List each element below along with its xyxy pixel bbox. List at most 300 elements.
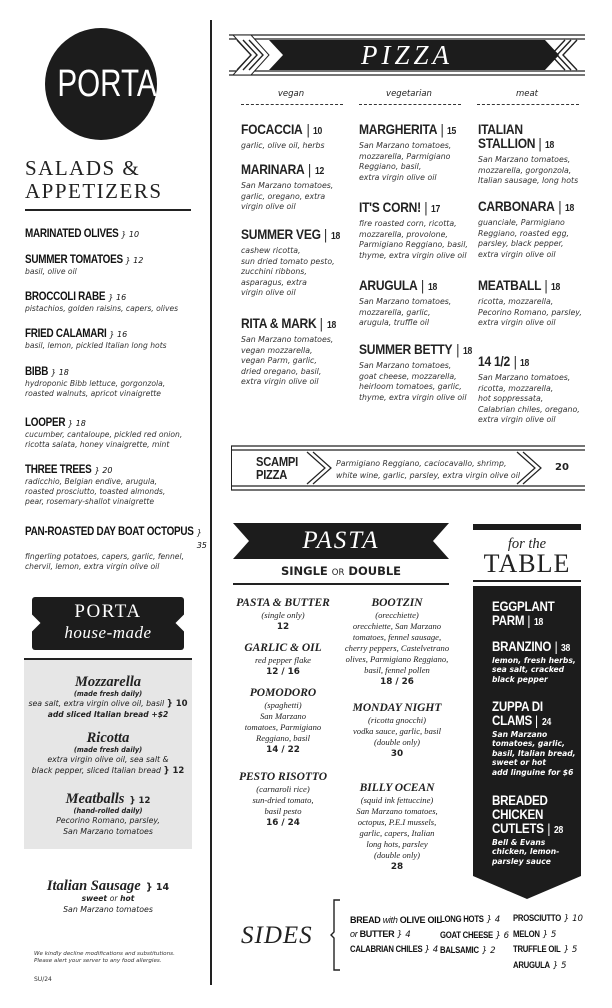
- pizza-desc: [478, 218, 598, 260]
- pasta-name: GARLIC & OIL: [244, 642, 322, 654]
- side-item: [513, 929, 583, 945]
- salad-item: [25, 328, 167, 351]
- side-price: } 5: [552, 960, 567, 971]
- pizza-desc-line: cashew ricotta,: [241, 246, 301, 255]
- salad-desc: [25, 379, 165, 399]
- salad-price: } 16: [109, 330, 128, 339]
- side-price: } 6: [495, 930, 510, 941]
- pizza-desc-line: Parmigiano Reggiano, basil,: [359, 240, 468, 250]
- table-price-bar: |: [546, 822, 551, 836]
- pizza-desc: [359, 361, 479, 403]
- salad-desc-line: pear, rosemary-shallot vinaigrette: [25, 497, 155, 507]
- salad-item: [25, 228, 139, 241]
- table-desc-line: basil, Italian bread,: [492, 748, 576, 758]
- column-divider: [210, 20, 212, 985]
- scampi-name: SCAMPI PIZZA: [256, 454, 298, 482]
- pizza-name: MEATBALL: [478, 277, 542, 293]
- pizza-price: 18: [326, 320, 336, 331]
- pasta-price: 12 / 16: [266, 667, 300, 677]
- pizza-desc-line: garlic, olive oil, herbs: [241, 141, 325, 150]
- pasta-item: [233, 687, 333, 756]
- pizza-desc-line: ricotta, mozzarella,: [478, 297, 554, 306]
- pasta-desc-line: tomatoes, Parmigiano: [244, 722, 322, 732]
- salad-desc-line: cucumber, cantaloupe, pickled red onion,: [25, 430, 183, 439]
- pasta-desc-line: (ricotta gnocchi): [368, 715, 426, 725]
- pasta-desc-line: vodka sauce, garlic, basil: [352, 726, 442, 736]
- pizza-item: [241, 162, 361, 213]
- pizza-desc-line: extra virgin olive oil: [478, 415, 556, 425]
- sausage-sweet: sweet: [81, 894, 108, 903]
- pasta-item: [233, 771, 333, 829]
- salad-desc: [25, 477, 165, 508]
- salad-price: } 18: [67, 419, 86, 428]
- ricotta-name: Ricotta: [86, 730, 130, 746]
- pizza-price-bar: |: [455, 343, 461, 358]
- salad-name: THREE TREES: [25, 464, 92, 476]
- pizza-col-vegetarian: vegetarian: [386, 89, 432, 99]
- pasta-name: PESTO RISOTTO: [238, 771, 328, 783]
- ricotta-note: (made fresh daily): [73, 746, 143, 754]
- pasta-price: 16 / 24: [266, 818, 300, 828]
- pizza-desc-line: San Marzano tomatoes,: [478, 155, 571, 164]
- table-name-name1: ZUPPA DI: [492, 699, 543, 714]
- pasta-desc-line: (double only): [373, 850, 421, 860]
- pizza-price: 18: [463, 346, 473, 357]
- pizza-name: RITA & MARK: [241, 315, 317, 331]
- salad-desc-line: radicchio, Belgian endive, arugula,: [25, 477, 158, 486]
- pasta-item: [233, 642, 333, 678]
- salad-name: LOOPER: [25, 417, 66, 429]
- pizza-item: [359, 342, 479, 403]
- salad-item: [25, 417, 182, 450]
- salad-name: PAN-ROASTED DAY BOAT OCTOPUS: [25, 526, 194, 538]
- pizza-price: 17: [431, 204, 441, 215]
- meatballs-desc2: San Marzano tomatoes: [63, 827, 153, 836]
- mozzarella: [24, 674, 192, 719]
- pizza-name: SUMMER VEG: [241, 226, 321, 242]
- pizza-name: IT'S CORN!: [359, 199, 421, 215]
- side-price: } 10: [563, 914, 584, 924]
- pizza-item: [359, 278, 479, 329]
- pizza-desc-line: sun dried tomato pesto,: [241, 256, 335, 266]
- pasta-desc-line: red pepper flake: [255, 655, 311, 665]
- pasta-name: PASTA & BUTTER: [236, 597, 330, 609]
- salad-desc: [25, 341, 167, 351]
- side-name: LONG HOTS: [440, 914, 484, 924]
- salad-item: [25, 254, 143, 277]
- salads-rule: [25, 209, 191, 211]
- pizza-name: MARGHERITA: [359, 121, 438, 137]
- pizza-name: FOCACCIA: [241, 121, 303, 137]
- pizza-item: [241, 122, 361, 152]
- pasta-desc-line: San Marzano: [259, 711, 307, 721]
- sides-right-list: [513, 913, 583, 975]
- table-price: 18: [533, 617, 543, 628]
- pasta-name: POMODORO: [249, 687, 317, 699]
- table-name-name1: BREADED: [492, 793, 548, 808]
- salad-name: BIBB: [25, 366, 49, 378]
- pizza-desc-line: thyme, extra virgin olive oil: [359, 392, 467, 402]
- pizza-price-bar: |: [307, 163, 312, 178]
- pizza-name: SUMMER BETTY: [359, 341, 453, 357]
- meatballs-price: } 12: [129, 796, 151, 806]
- salad-item: [25, 526, 207, 572]
- pizza-desc-line: San Marzano tomatoes,: [359, 361, 452, 370]
- salad-name: FRIED CALAMARI: [25, 328, 107, 340]
- salad-price: } 20: [94, 466, 113, 475]
- salad-desc: [25, 304, 178, 314]
- pizza-desc-line: Italian sausage, long hots: [478, 176, 579, 186]
- pizza-desc-line: garlic, oregano, extra: [241, 191, 326, 201]
- side-item: [513, 960, 583, 976]
- table-price: 28: [553, 825, 563, 836]
- table-desc-line: Bell & Evans: [492, 838, 546, 847]
- pizza-desc: [478, 373, 598, 426]
- pizza-desc: [241, 181, 361, 213]
- pizza-desc-line: San Marzano tomatoes,: [241, 181, 334, 190]
- pizza-desc: [359, 297, 479, 329]
- pizza-name: 14 1/2: [478, 353, 510, 369]
- pizza-desc: [359, 141, 479, 183]
- scampi-price: 20: [555, 462, 569, 473]
- table-for: for the: [507, 536, 547, 552]
- pasta-price: 12: [276, 622, 290, 632]
- pizza-desc-line: San Marzano tomatoes,: [359, 141, 452, 150]
- pizza-desc-line: mozzarella, garlic,: [359, 307, 431, 317]
- pizza-price: 18: [551, 282, 561, 293]
- side-price: } 5: [563, 945, 578, 955]
- table-desc-line: lemon, fresh herbs,: [492, 656, 576, 665]
- pizza-price: 18: [330, 231, 340, 242]
- salad-desc: [25, 430, 182, 450]
- pizza-desc-line: hot soppressata,: [478, 394, 544, 404]
- table-price: 24: [541, 717, 551, 728]
- pizza-price-bar: |: [537, 137, 543, 152]
- meatballs-name: Meatballs: [65, 791, 125, 807]
- table-item: [492, 640, 582, 684]
- pasta-rule: [233, 583, 449, 585]
- side-item: [440, 914, 509, 930]
- pasta-desc-line: long hots, parsley: [366, 839, 428, 849]
- pizza-price-bar: |: [513, 355, 518, 370]
- pasta-desc-line: San Marzano tomatoes,: [356, 806, 438, 816]
- pasta-desc-line: (squid ink fettuccine): [360, 795, 434, 805]
- side-name: MELON: [513, 928, 540, 939]
- pasta-desc-line: (double only): [373, 737, 421, 747]
- side-name: TRUFFLE OIL: [513, 944, 561, 954]
- table-desc: [492, 838, 582, 866]
- pizza-price: 12: [314, 166, 324, 177]
- table-desc: [492, 656, 582, 684]
- salad-item: [25, 464, 165, 508]
- table-item: [492, 700, 582, 777]
- table-desc: [492, 730, 582, 777]
- pizza-name: ARUGULA: [359, 277, 418, 293]
- pizza-desc: [241, 246, 361, 299]
- table-price-bar: |: [534, 714, 539, 728]
- pizza-desc-line: heirloom tomatoes, garlic,: [359, 382, 462, 392]
- pizza-desc-line: vegan mozzarella,: [241, 345, 313, 355]
- salad-desc-line: roasted prosciutto, toasted almonds,: [25, 487, 166, 497]
- pizza-col-vegan: vegan: [277, 89, 305, 99]
- pasta-desc-line: basil, fennel pollen: [364, 665, 430, 675]
- pizza-desc-line: Reggiano, roasted egg,: [478, 228, 569, 238]
- pasta-subtitle: SINGLE OR DOUBLE: [280, 564, 402, 578]
- pizza-name: MARINARA: [241, 161, 305, 177]
- pasta-desc-line: (single only): [261, 610, 305, 620]
- ricotta-price: } 12: [163, 766, 185, 776]
- sides-bracket: [330, 899, 342, 971]
- sides-mid-list: [440, 914, 509, 961]
- mozzarella-add: add sliced Italian bread +$2: [47, 710, 169, 719]
- pasta-item: [339, 782, 455, 873]
- pizza-desc: [478, 155, 598, 187]
- salad-desc-line: fingerling potatoes, capers, garlic, fennel,: [25, 552, 184, 561]
- ricotta-desc2: black pepper, sliced Italian bread: [31, 766, 161, 775]
- side-price: } 2: [481, 946, 496, 956]
- salad-name: SUMMER TOMATOES: [25, 254, 123, 266]
- pizza-desc-line: extra virgin olive oil: [478, 249, 556, 259]
- salad-name: BROCCOLI RABE: [25, 291, 106, 303]
- pasta-price: 28: [390, 862, 404, 872]
- pizza-desc-line: fire roasted corn, ricotta,: [359, 219, 457, 228]
- table-item: [492, 794, 582, 866]
- pasta-desc-line: garlic, capers, Italian: [359, 828, 435, 838]
- pasta-desc-line: (carnaroli rice): [256, 784, 310, 794]
- scampi-desc: Parmigiano Reggiano, caciocavallo, shrimp, white wine, garlic, parsley, extra virgin olive oil: [336, 459, 521, 480]
- pasta-price: 30: [390, 749, 404, 759]
- pizza-desc-line: extra virgin olive oil: [359, 172, 437, 182]
- table-name: BRANZINO: [492, 639, 552, 654]
- table-desc-line: San Marzano: [492, 730, 548, 739]
- salad-price: } 10: [121, 230, 140, 239]
- housemade-title: PORTA: [74, 601, 142, 622]
- pizza-item: [359, 122, 479, 183]
- table-name: CLAMS: [492, 713, 532, 728]
- side-calabrian: CALABRIAN CHILES } 4: [350, 944, 439, 955]
- pizza-price: 15: [447, 126, 457, 137]
- salad-price: } 12: [125, 256, 144, 265]
- pizza-item: [359, 200, 479, 261]
- pasta-desc-line: orecchiette, San Marzano: [352, 621, 442, 631]
- pizza-col-meat: meat: [515, 89, 539, 99]
- pizza-desc-line: goat cheese, mozzarella,: [359, 371, 457, 381]
- pizza-desc-line: virgin olive oil: [241, 202, 296, 212]
- pizza-desc: [241, 141, 361, 152]
- salad-desc-line: basil, lemon, pickled Italian long hots: [25, 341, 167, 350]
- table-price-bar: |: [554, 640, 559, 654]
- pizza-col-rule-1: [241, 104, 343, 105]
- side-name: BALSAMIC: [440, 945, 479, 955]
- pasta-item: [339, 702, 455, 760]
- table-desc-line: tomatoes, garlic,: [492, 739, 565, 749]
- footer-note: We kindly decline modifications and substitutions. Please alert your server to any food allergies.: [34, 951, 175, 964]
- pizza-price-bar: |: [305, 123, 311, 138]
- pizza-desc-line: arugula, truffle oil: [359, 318, 430, 328]
- pizza-item: [241, 227, 361, 299]
- pasta-item: [233, 597, 333, 633]
- pizza-desc: [478, 297, 598, 329]
- sausage-price: } 14: [145, 882, 170, 893]
- ricotta: [24, 730, 192, 777]
- table-name-name1: EGGPLANT: [492, 599, 555, 614]
- pizza-desc-line: extra virgin olive oil: [478, 318, 556, 328]
- pizza-name: STALLION: [478, 135, 536, 151]
- salad-desc: [25, 552, 207, 572]
- sausage-name: Italian Sausage: [46, 878, 141, 894]
- pasta-desc-line: tomatoes, fennel sausage,: [352, 632, 442, 642]
- table-desc-line: black pepper: [492, 674, 548, 684]
- meatballs-note: (hand-rolled daily): [73, 807, 143, 815]
- pasta-desc-line: (orecchiette): [375, 610, 419, 620]
- table-extra: add linguine for $6: [492, 767, 574, 777]
- pizza-item: [478, 278, 598, 329]
- pizza-price: 18: [545, 140, 555, 151]
- mozzarella-desc: sea salt, extra virgin olive oil, basil: [28, 699, 165, 708]
- pasta-title: PASTA: [302, 527, 380, 554]
- side-name: PROSCIUTTO: [513, 913, 562, 923]
- pizza-name: CARBONARA: [478, 198, 555, 214]
- footer-code: SU/24: [34, 976, 52, 983]
- pizza-item: [241, 316, 361, 388]
- side-price: } 5: [542, 929, 557, 940]
- salad-item: [25, 291, 178, 314]
- ricotta-desc1: extra virgin olive oil, sea salt &: [47, 755, 169, 764]
- housemade-subtitle: house-made: [64, 623, 152, 642]
- salad-desc-line: chervil, lemon, extra virgin olive oil: [25, 562, 160, 572]
- table-desc-line: sea salt, cracked: [492, 665, 565, 675]
- sausage-desc: San Marzano tomatoes: [63, 905, 153, 914]
- table-price-bar: |: [526, 614, 531, 628]
- sausage-hot: hot: [120, 894, 135, 903]
- salad-price: } 35: [196, 528, 207, 550]
- pizza-desc-line: extra virgin olive oil: [241, 377, 319, 387]
- table-desc-line: sweet or hot: [492, 758, 546, 768]
- pizza-desc-line: parsley, black pepper,: [478, 239, 564, 249]
- side-name: ARUGULA: [513, 959, 550, 970]
- mozzarella-name: Mozzarella: [74, 674, 142, 690]
- pizza-col-rule-2: [359, 104, 461, 105]
- pasta-price: 18 / 26: [380, 677, 414, 687]
- pasta-name: BOOTZIN: [371, 597, 423, 609]
- pizza-price-bar: |: [543, 279, 549, 294]
- table-title: TABLE: [483, 549, 571, 578]
- salad-name: MARINATED OLIVES: [25, 228, 119, 240]
- pizza-desc-line: San Marzano tomatoes,: [478, 373, 571, 382]
- side-item: [440, 930, 509, 946]
- pizza-price: 18: [565, 203, 575, 214]
- pasta-desc-line: cherry peppers, Castelvetrano: [344, 643, 450, 653]
- side-bread: BREAD with OLIVE OIL or BUTTER } 4: [350, 915, 442, 940]
- pizza-desc-line: virgin olive oil: [241, 288, 296, 298]
- pizza-desc-line: asparagus, extra: [241, 277, 307, 287]
- brand-name: PORTA: [57, 63, 157, 105]
- side-name: GOAT CHEESE: [440, 929, 493, 940]
- pizza-name-line1: ITALIAN: [478, 121, 523, 137]
- pasta-price: 14 / 22: [266, 745, 300, 755]
- pizza-item: [478, 199, 598, 260]
- pizza-title: PIZZA: [360, 40, 453, 70]
- pizza-desc: [359, 219, 479, 261]
- salad-item: [25, 366, 165, 399]
- pizza-item: [478, 354, 598, 426]
- pasta-item: [339, 597, 455, 688]
- pizza-desc-line: mozzarella, provolone,: [359, 229, 448, 239]
- table-price: 38: [561, 643, 571, 654]
- pasta-desc-line: olives, Parmigiano Reggiano,: [345, 654, 449, 664]
- salad-desc: [25, 267, 143, 277]
- pizza-price-bar: |: [319, 317, 324, 332]
- table-top-rule: [473, 524, 581, 530]
- pasta-desc-line: Reggiano, basil: [256, 733, 310, 743]
- pizza-desc-line: ricotta, mozzarella,: [478, 383, 554, 393]
- table-mid-rule: [473, 580, 581, 582]
- pizza-desc-line: Calabrian chiles, oregano,: [478, 404, 580, 414]
- pizza-price: 10: [313, 126, 323, 137]
- pizza-price-bar: |: [440, 123, 445, 138]
- table-item: [492, 600, 582, 628]
- salad-desc-line: roasted walnuts, apricot vinaigrette: [25, 389, 161, 399]
- side-item: [440, 945, 509, 961]
- pizza-desc-line: dried oregano, basil,: [241, 366, 322, 376]
- meatballs: [24, 788, 192, 837]
- salads-heading: SALADS & APPETIZERS: [25, 156, 163, 203]
- pizza-desc-line: guanciale, Parmigiano: [478, 218, 565, 227]
- pizza-desc: [241, 335, 361, 388]
- salad-desc-line: ricotta salata, honey vinaigrette, mint: [25, 440, 170, 450]
- salad-desc-line: hydroponic Bibb lettuce, gorgonzola,: [25, 379, 166, 388]
- pasta-desc-line: sun-dried tomato,: [252, 795, 314, 805]
- pizza-desc-line: San Marzano tomatoes,: [359, 297, 452, 306]
- pizza-price-bar: |: [557, 200, 563, 215]
- pizza-desc-line: zucchini ribbons,: [241, 267, 307, 277]
- table-name-name2: CHICKEN: [492, 807, 544, 822]
- table-desc-line: chicken, lemon-: [492, 847, 560, 857]
- pasta-name: MONDAY NIGHT: [352, 702, 442, 714]
- pizza-desc-line: thyme, extra virgin olive oil: [359, 250, 467, 260]
- pizza-price-bar: |: [420, 279, 425, 294]
- side-item: [513, 913, 583, 929]
- sides-title: SIDES: [241, 922, 313, 949]
- salad-desc-line: pistachios, golden raisins, capers, olives: [25, 304, 179, 313]
- pasta-desc-line: octopus, P.E.I mussels,: [357, 817, 437, 827]
- side-price: } 4: [486, 915, 501, 925]
- pizza-desc-line: vegan Parm, garlic,: [241, 356, 317, 366]
- pasta-desc-line: basil pesto: [264, 806, 302, 816]
- pizza-col-rule-3: [477, 104, 579, 105]
- pizza-price-bar: |: [323, 228, 328, 243]
- pizza-price: 18: [520, 358, 530, 369]
- salad-price: } 18: [51, 368, 69, 377]
- salad-desc-line: basil, olive oil: [25, 267, 77, 276]
- table-desc-line: parsley sauce: [492, 856, 551, 866]
- pizza-desc-line: Pecorino Romano, parsley,: [478, 307, 582, 317]
- pizza-item: [478, 122, 598, 187]
- salad-price: } 16: [108, 293, 127, 302]
- pizza-desc-line: mozzarella, Parmigiano: [359, 151, 451, 161]
- pizza-price-bar: |: [423, 201, 429, 216]
- pasta-name: BILLY OCEAN: [359, 782, 435, 794]
- pizza-desc-line: San Marzano tomatoes,: [241, 335, 334, 344]
- table-name: CUTLETS: [492, 821, 544, 836]
- pizza-price: 18: [427, 282, 437, 293]
- mozzarella-price: } 10: [166, 699, 188, 709]
- sausage-or: or: [109, 894, 118, 903]
- meatballs-desc1: Pecorino Romano, parsley,: [56, 816, 160, 825]
- mozzarella-note: (made fresh daily): [73, 690, 143, 698]
- side-item: [513, 944, 583, 960]
- pizza-desc-line: Reggiano, basil,: [359, 162, 422, 172]
